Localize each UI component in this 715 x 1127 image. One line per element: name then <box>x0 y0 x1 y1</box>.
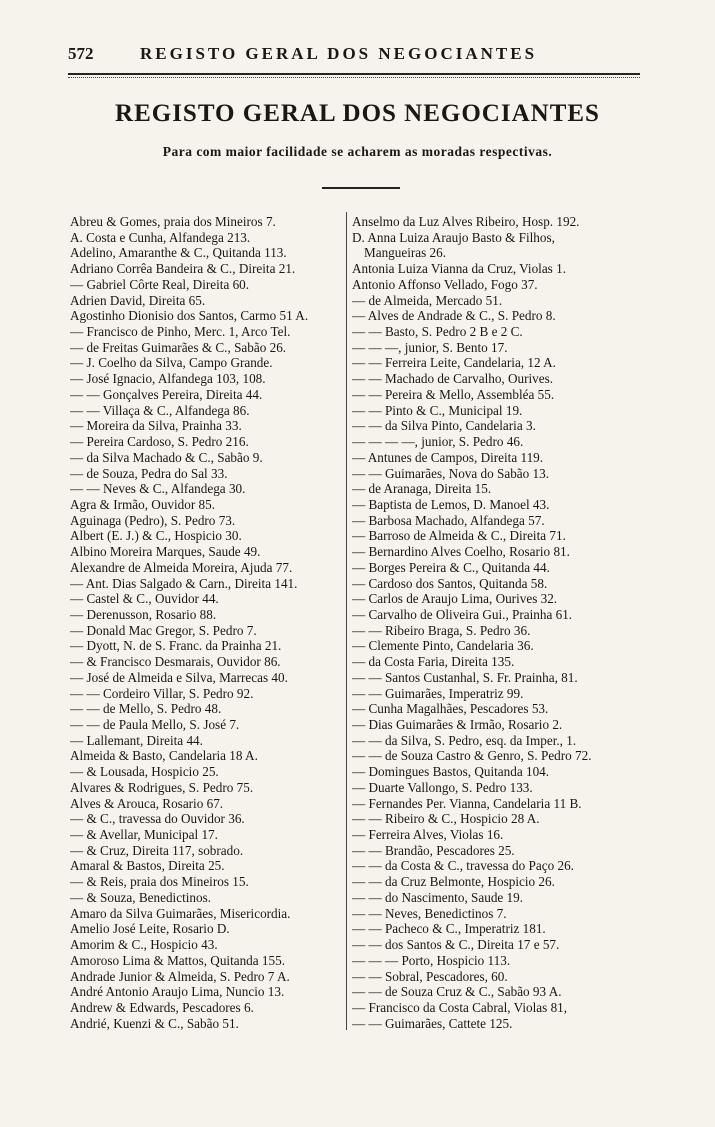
register-entry: — Moreira da Silva, Prainha 33. <box>70 418 242 434</box>
register-entry: — Fernandes Per. Vianna, Candelaria 11 B. <box>352 795 582 811</box>
register-entry: — — da Costa & C., travessa do Paço 26. <box>352 858 574 874</box>
register-entry: — Cunha Magalhães, Pescadores 53. <box>352 701 549 717</box>
register-entry: — — Gonçalves Pereira, Direita 44. <box>70 386 263 402</box>
register-entry: — Francisco de Pinho, Merc. 1, Arco Tel. <box>70 324 291 340</box>
register-entry: — Castel & C., Ouvidor 44. <box>70 591 219 607</box>
register-entry: — Borges Pereira & C., Quitanda 44. <box>352 559 550 575</box>
register-entry: — Domingues Bastos, Quitanda 104. <box>352 764 550 780</box>
running-head <box>68 44 648 66</box>
register-entry: Andrié, Kuenzi & C., Sabão 51. <box>70 1015 239 1031</box>
register-entry: — — Sobral, Pescadores, 60. <box>352 968 508 984</box>
register-entry: — — Villaça & C., Alfandega 86. <box>70 402 250 418</box>
register-entry: — Antunes de Campos, Direita 119. <box>352 449 544 465</box>
register-entry: — Derenusson, Rosario 88. <box>70 606 217 622</box>
register-entry: Mangueiras 26. <box>364 245 447 261</box>
column-divider <box>346 212 347 1030</box>
register-entry: — — Pinto & C., Municipal 19. <box>352 402 523 418</box>
register-entry: — — Ribeiro & C., Hospicio 28 A. <box>352 811 540 827</box>
register-entry: — — Basto, S. Pedro 2 B e 2 C. <box>352 324 523 340</box>
register-entry: Agostinho Dionisio dos Santos, Carmo 51 A. <box>70 308 309 324</box>
register-entry: — — Pereira & Mello, Assembléa 55. <box>352 386 555 402</box>
register-entry: Amoroso Lima & Mattos, Quitanda 155. <box>70 952 286 968</box>
register-entry: Alvares & Rodrigues, S. Pedro 75. <box>70 779 254 795</box>
register-entry: — — Neves & C., Alfandega 30. <box>70 481 246 497</box>
register-entry: — — de Mello, S. Pedro 48. <box>70 701 222 717</box>
register-entry: Agra & Irmão, Ouvidor 85. <box>70 496 216 512</box>
register-entry: — Carlos de Araujo Lima, Ourives 32. <box>352 591 558 607</box>
register-entry: — — do Nascimento, Saude 19. <box>352 889 524 905</box>
register-entry: Andrew & Edwards, Pescadores 6. <box>70 999 254 1015</box>
register-entry: Albert (E. J.) & C., Hospicio 30. <box>70 528 242 544</box>
register-entry: — — — Porto, Hospicio 113. <box>352 952 511 968</box>
register-entry: — Pereira Cardoso, S. Pedro 216. <box>70 434 249 450</box>
register-entry: — — Ferreira Leite, Candelaria, 12 A. <box>352 355 556 371</box>
register-entry: Andrade Junior & Almeida, S. Pedro 7 A. <box>70 968 290 984</box>
register-entry: — Donald Mac Gregor, S. Pedro 7. <box>70 622 257 638</box>
register-entry: — & Souza, Benedictinos. <box>70 889 212 905</box>
header-rule <box>68 73 640 75</box>
register-entry: — Dias Guimarães & Irmão, Rosario 2. <box>352 717 563 732</box>
register-entry: — Ferreira Alves, Violas 16. <box>352 827 504 843</box>
page-title: REGISTO GERAL DOS NEGOCIANTES <box>115 100 600 127</box>
register-entry: — & Reis, praia dos Mineiros 15. <box>70 874 249 890</box>
register-entry: Albino Moreira Marques, Saude 49. <box>70 544 261 560</box>
left-column <box>70 214 355 1031</box>
register-entry: — — Ribeiro Braga, S. Pedro 36. <box>352 622 531 638</box>
right-column <box>352 214 637 1031</box>
register-entry: — & Lousada, Hospicio 25. <box>70 764 219 780</box>
register-entry: — — — —, junior, S. Pedro 46. <box>352 434 524 450</box>
register-entry: — de Aranaga, Direita 15. <box>352 481 492 497</box>
register-entry: — — da Silva Pinto, Candelaria 3. <box>352 418 536 434</box>
register-entry: — Lallemant, Direita 44. <box>70 732 203 748</box>
register-entry: — Baptista de Lemos, D. Manoel 43. <box>352 496 550 512</box>
register-entry: — José Ignacio, Alfandega 103, 108. <box>70 371 266 387</box>
register-entry: Antonio Affonso Vellado, Fogo 37. <box>352 276 538 292</box>
register-entry: Amelio José Leite, Rosario D. <box>70 921 230 937</box>
register-entry: — — Guimarães, Nova do Sabão 13. <box>352 465 550 481</box>
page-number: 572 <box>68 44 94 63</box>
register-entry: — Gabriel Côrte Real, Direita 60. <box>70 276 250 292</box>
register-entry: Almeida & Basto, Candelaria 18 A. <box>70 748 258 764</box>
register-entry: Aguinaga (Pedro), S. Pedro 73. <box>70 512 236 528</box>
page-subtitle: Para com maior facilidade se acharem as moradas respectivas. <box>162 144 553 159</box>
register-entry: — — Brandão, Pescadores 25. <box>352 842 515 858</box>
register-entry: Amaral & Bastos, Direita 25. <box>70 858 225 874</box>
register-entry: — — da Silva, S. Pedro, esq. da Imper., 1. <box>352 732 577 748</box>
register-entry: Amorim & C., Hospicio 43. <box>70 937 218 953</box>
register-entry: — — de Souza Castro & Genro, S. Pedro 72. <box>352 748 592 764</box>
register-entry: — — Machado de Carvalho, Ourives. <box>352 371 554 387</box>
register-entry: Adriano Corrêa Bandeira & C., Direita 21. <box>70 261 296 277</box>
register-entry: — da Silva Machado & C., Sabão 9. <box>70 449 263 465</box>
register-entry: — Duarte Vallongo, S. Pedro 133. <box>352 779 533 795</box>
register-entry: — Ant. Dias Salgado & Carn., Direita 141. <box>70 575 298 591</box>
register-entry: Adelino, Amaranthe & C., Quitanda 113. <box>70 245 287 261</box>
register-entry: — Cardoso dos Santos, Quitanda 58. <box>352 575 548 591</box>
register-entry: — & Cruz, Direita 117, sobrado. <box>70 842 244 858</box>
register-entry: — J. Coelho da Silva, Campo Grande. <box>70 355 273 371</box>
register-entry: Amaro da Silva Guimarães, Misericordia. <box>70 905 291 921</box>
header-rule-dotted <box>68 77 640 78</box>
register-entry: — de Souza, Pedra do Sal 33. <box>70 465 228 481</box>
register-entry: — & Avellar, Municipal 17. <box>70 827 218 843</box>
register-entry: — & Francisco Desmarais, Ouvidor 86. <box>70 654 281 670</box>
register-entry: — José de Almeida e Silva, Marrecas 40. <box>70 669 288 685</box>
register-entry: — da Costa Faria, Direita 135. <box>352 654 515 670</box>
register-entry: — — dos Santos & C., Direita 17 e 57. <box>352 937 560 953</box>
register-entry: — — Neves, Benedictinos 7. <box>352 905 507 921</box>
register-entry: D. Anna Luiza Araujo Basto & Filhos, <box>352 229 555 245</box>
register-entry: — & C., travessa do Ouvidor 36. <box>70 811 245 827</box>
register-entry: — — Pacheco & C., Imperatriz 181. <box>352 921 546 937</box>
register-entry: — de Almeida, Mercado 51. <box>352 292 503 308</box>
register-entry: — — Santos Custanhal, S. Fr. Prainha, 81. <box>352 669 578 685</box>
register-entry: — — de Souza Cruz & C., Sabão 93 A. <box>352 984 562 1000</box>
register-entry: — Francisco da Costa Cabral, Violas 81, <box>352 999 568 1015</box>
register-entry: — de Freitas Guimarães & C., Sabão 26. <box>70 339 287 355</box>
register-entry: Antonia Luiza Vianna da Cruz, Violas 1. <box>352 261 567 277</box>
register-entry: Alves & Arouca, Rosario 67. <box>70 795 224 811</box>
register-entry: — Barbosa Machado, Alfandega 57. <box>352 512 545 528</box>
register-entry: — — —, junior, S. Bento 17. <box>352 339 508 355</box>
register-entry: A. Costa e Cunha, Alfandega 213. <box>70 229 251 245</box>
register-entry: — Bernardino Alves Coelho, Rosario 81. <box>352 544 570 560</box>
register-entry: — — Guimarães, Imperatriz 99. <box>352 685 524 701</box>
register-entry: — Carvalho de Oliveira Gui., Prainha 61. <box>352 606 573 622</box>
register-entry: — — Cordeiro Villar, S. Pedro 92. <box>70 685 254 701</box>
register-entry: — — Guimarães, Cattete 125. <box>352 1015 513 1031</box>
title-divider <box>322 187 400 189</box>
register-entry: Adrien David, Direita 65. <box>70 292 206 308</box>
register-entry: Abreu & Gomes, praia dos Mineiros 7. <box>70 214 276 229</box>
running-title: REGISTO GERAL DOS NEGOCIANTES <box>140 44 538 63</box>
register-entry: Alexandre de Almeida Moreira, Ajuda 77. <box>70 559 293 575</box>
register-entry: — Barroso de Almeida & C., Direita 71. <box>352 528 566 544</box>
register-entry: — — de Paula Mello, S. José 7. <box>70 717 240 732</box>
register-entry: — Clemente Pinto, Candelaria 36. <box>352 638 534 654</box>
register-entry: Anselmo da Luz Alves Ribeiro, Hosp. 192. <box>352 214 580 229</box>
register-entry: — — da Cruz Belmonte, Hospicio 26. <box>352 874 555 890</box>
register-entry: André Antonio Araujo Lima, Nuncio 13. <box>70 984 285 1000</box>
register-entry: — Dyott, N. de S. Franc. da Prainha 21. <box>70 638 282 654</box>
register-entry: — Alves de Andrade & C., S. Pedro 8. <box>352 308 556 324</box>
